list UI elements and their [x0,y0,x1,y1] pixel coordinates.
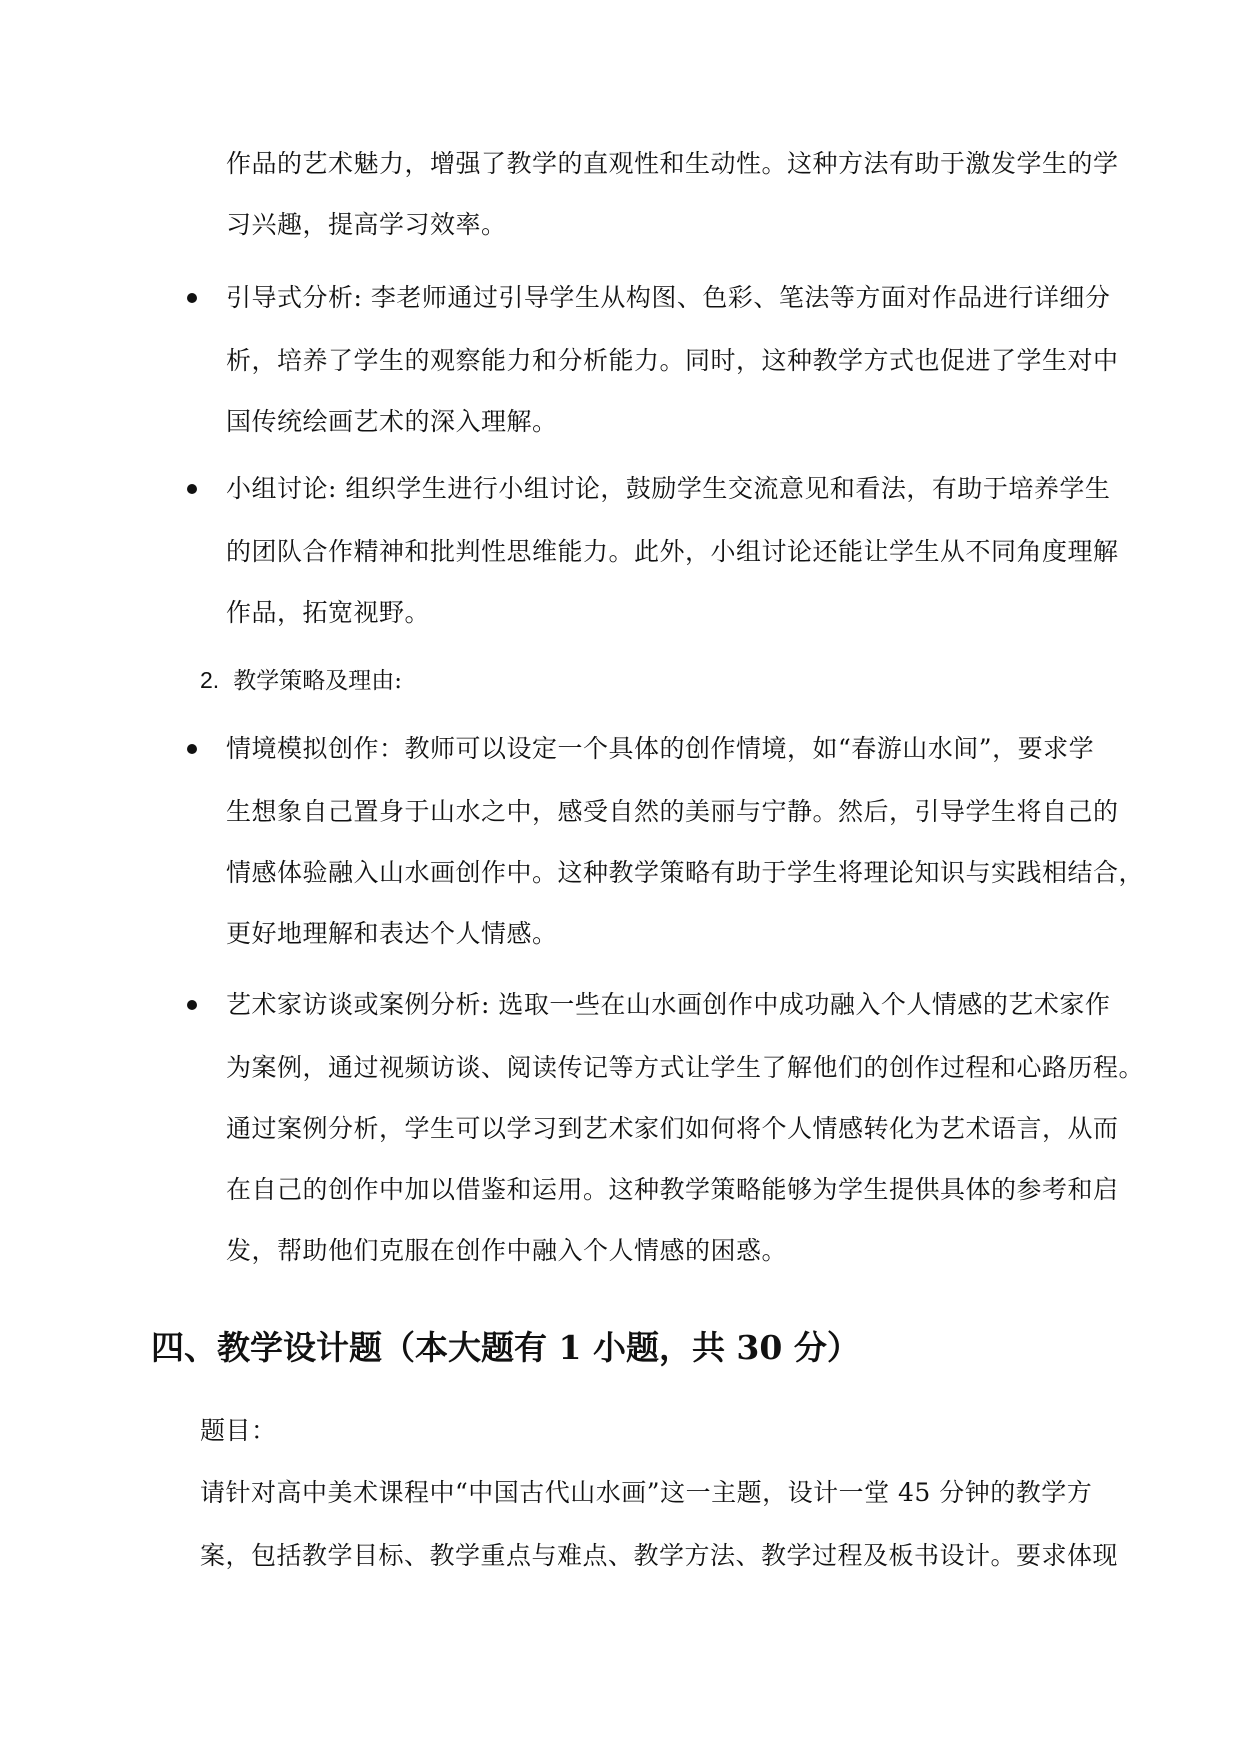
bullet-icon [187,293,197,303]
bullet-icon [187,484,197,494]
question-line: 请针对高中美术课程中“中国古代山水画”这一主题，设计一堂 45 分钟的教学方 [200,1478,1093,1507]
paragraph-line: 作品的艺术魅力，增强了教学的直观性和生动性。这种方法有助于激发学生的学 [226,149,1119,178]
question-label: 题目： [200,1416,277,1445]
list-item-line: 为案例，通过视频访谈、阅读传记等方式让学生了解他们的创作过程和心路历程。 [226,1053,1145,1082]
list-item-line: 更好地理解和表达个人情感。 [226,919,558,948]
list-item-line: 引导式分析: 李老师通过引导学生从构图、色彩、笔法等方面对作品进行详细分 [226,283,1111,312]
list-item-line: 国传统绘画艺术的深入理解。 [226,407,558,436]
question-line: 案，包括教学目标、教学重点与难点、教学方法、教学过程及板书设计。要求体现 [200,1541,1119,1570]
list-item-line: 情感体验融入山水画创作中。这种教学策略有助于学生将理论知识与实践相结合， [226,858,1145,887]
list-item-line: 通过案例分析，学生可以学习到艺术家们如何将个人情感转化为艺术语言，从而 [226,1114,1119,1143]
numbered-subheading [200,664,402,697]
list-item-line: 艺术家访谈或案例分析: 选取一些在山水画创作中成功融入个人情感的艺术家作 [226,990,1111,1019]
list-item-line: 发，帮助他们克服在创作中融入个人情感的困惑。 [226,1236,788,1265]
list-item-line: 小组讨论: 组织学生进行小组讨论，鼓励学生交流意见和看法，有助于培养学生 [226,474,1111,503]
list-item-line: 作品，拓宽视野。 [226,598,431,627]
list-item-line: 的团队合作精神和批判性思维能力。此外，小组讨论还能让学生从不同角度理解 [226,537,1119,566]
subheading-number: 2. [200,667,220,693]
section-heading: 四、教学设计题（本大题有 1 小题，共 30 分） [151,1328,860,1367]
paragraph-line: 习兴趣，提高学习效率。 [226,210,507,239]
list-item-line: 生想象自己置身于山水之中，感受自然的美丽与宁静。然后，引导学生将自己的 [226,797,1119,826]
bullet-icon [187,744,197,754]
list-item-line: 情境模拟创作：教师可以设定一个具体的创作情境，如“春游山水间”，要求学 [226,734,1095,763]
subheading-title: 教学策略及理由: [233,668,402,694]
bullet-icon [187,1000,197,1010]
list-item-line: 在自己的创作中加以借鉴和运用。这种教学策略能够为学生提供具体的参考和启 [226,1175,1119,1204]
list-item-line: 析，培养了学生的观察能力和分析能力。同时，这种教学方式也促进了学生对中 [226,346,1119,375]
